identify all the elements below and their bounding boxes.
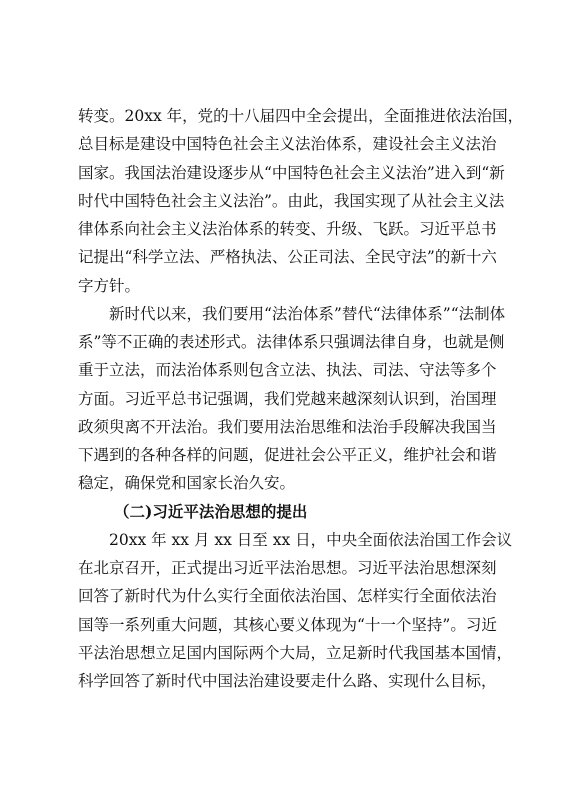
paragraph-line: 下遇到的各种各样的问题，促进社会公平正义，维护社会和谐 [78,446,497,464]
paragraph-line: 科学回答了新时代中国法治建设要走什么路、实现什么目标， [78,672,497,690]
paragraph-line: 平法治思想立足国内国际两个大局，立足新时代我国基本国情， [78,643,513,662]
paragraph-line: 记提出“科学立法、严格执法、公正司法、全民守法”的新十六 [78,248,497,267]
paragraph-line: 在北京召开，正式提出习近平法治思想。习近平法治思想深刻 [78,559,497,577]
document-body [78,102,524,695]
paragraph-line: 系”等不正确的表述形式。法律体系只强调法律自身，也就是侧 [78,333,505,351]
paragraph-first-line: 20xx 年 xx 月 xx 日至 xx 日，中央全面依法治国工作会议 [109,530,513,549]
paragraph-first-line: 新时代以来，我们要用“法治体系”替代“法律体系”“法制体 [109,304,506,323]
paragraph-line: 稳定，确保党和国家长治久安。 [78,474,296,493]
paragraph-line: 转变。20xx 年，党的十八届四中全会提出，全面推进依法治国， [78,107,524,125]
paragraph-line: 政须臾离不开法治。我们要用法治思维和法治手段解决我国当 [78,417,497,436]
section-heading: （二)习近平法治思想的提出 [114,501,308,521]
paragraph-line: 时代中国特色社会主义法治”。由此，我国实现了从社会主义法 [78,191,505,210]
paragraph-line: 方面。习近平总书记强调，我们党越来越深刻认识到，治国理 [78,389,497,408]
paragraph-line: 国家。我国法治建设逐步从“中国特色社会主义法治”进入到“新 [78,163,505,182]
paragraph-line: 字方针。 [78,276,141,295]
paragraph-line: 总目标是建设中国特色社会主义法治体系，建设社会主义法治 [78,135,497,154]
paragraph-line: 律体系向社会主义法治体系的转变、升级、飞跃。习近平总书 [78,220,497,238]
paragraph-line: 重于立法，而法治体系则包含立法、执法、司法、守法等多个 [78,361,497,380]
paragraph-line: 国等一系列重大问题，其核心要义体现为“十一个坚持”。习近 [78,615,497,634]
paragraph-line: 回答了新时代为什么实行全面依法治国、怎样实行全面依法治 [78,587,497,606]
